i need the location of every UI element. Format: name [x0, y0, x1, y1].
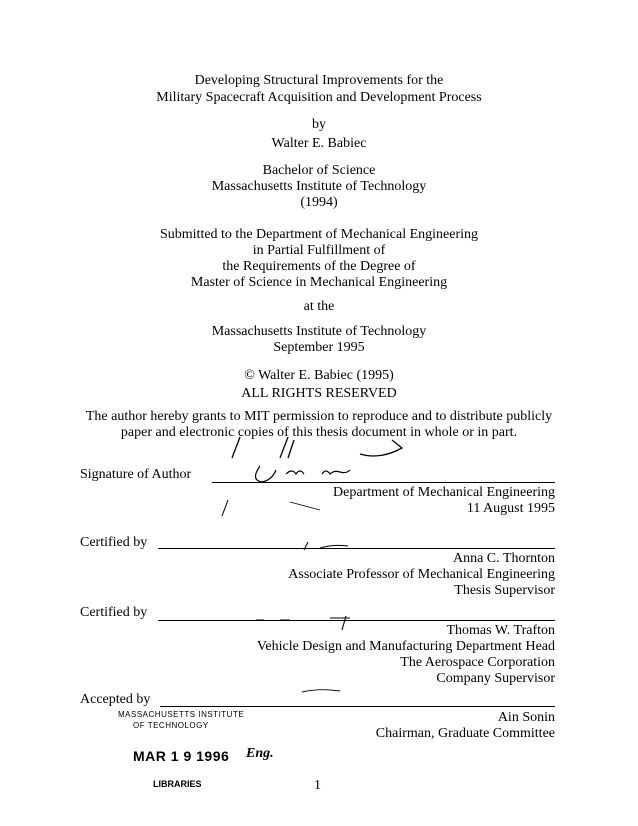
signature-author-dept: Department of Mechanical Engineering	[333, 485, 555, 500]
certified-2-role-2: The Aerospace Corporation	[400, 655, 555, 670]
certified-2-name: Thomas W. Trafton	[446, 623, 555, 638]
stamp-mark: Eng.	[246, 746, 274, 761]
at-the-text: at the	[303, 299, 335, 314]
rights-reserved: ALL RIGHTS RESERVED	[241, 386, 397, 401]
certified-1-role-2: Thesis Supervisor	[454, 583, 555, 598]
stamp-line-1: MASSACHUSETTS INSTITUTE	[118, 710, 245, 719]
permission-line-2: paper and electronic copies of this thesis document in whole or in part.	[120, 425, 518, 440]
institution-line-1: Massachusetts Institute of Technology	[211, 324, 427, 339]
stray-marks	[220, 496, 340, 520]
title-line-1: Developing Structural Improvements for the	[194, 73, 444, 88]
signature-author-date: 11 August 1995	[466, 501, 555, 516]
certified-1-name: Anna C. Thornton	[452, 551, 555, 566]
author-name: Walter E. Babiec	[271, 136, 367, 151]
certified-2-role-1: Vehicle Design and Manufacturing Department Head	[256, 639, 555, 654]
accepted-role-1: Chairman, Graduate Committee	[375, 726, 555, 741]
prior-degree-line-1: Bachelor of Science	[262, 163, 376, 178]
prior-degree-line-2: Massachusetts Institute of Technology	[211, 179, 427, 194]
accepted-signature	[300, 686, 360, 696]
handwritten-marks	[230, 432, 430, 462]
certified-2-label: Certified by	[80, 605, 148, 620]
certified-1-signature	[300, 540, 360, 554]
stamp-line-2: OF TECHNOLOGY	[133, 721, 209, 730]
page-number: 1	[314, 778, 321, 793]
signature-author-label: Signature of Author	[80, 467, 192, 482]
institution-line-2: September 1995	[273, 340, 365, 355]
stamp-date: MAR 1 9 1996	[133, 748, 230, 764]
accepted-name: Ain Sonin	[497, 710, 555, 725]
certified-2-signature	[250, 612, 370, 632]
submission-line-4: Master of Science in Mechanical Engineering	[190, 275, 448, 290]
submission-line-1: Submitted to the Department of Mechanical Engineering	[159, 227, 478, 242]
accepted-label: Accepted by	[80, 692, 151, 707]
permission-line-1: The author hereby grants to MIT permission to reproduce and to distribute publicly	[85, 409, 553, 424]
prior-degree-line-3: (1994)	[300, 195, 338, 210]
title-line-2: Military Spacecraft Acquisition and Development Process	[156, 90, 482, 105]
certified-1-label: Certified by	[80, 535, 148, 550]
certified-1-role-1: Associate Professor of Mechanical Engineering	[288, 567, 555, 582]
by-text: by	[312, 117, 326, 132]
copyright-notice: © Walter E. Babiec (1995)	[244, 368, 394, 383]
stamp-libraries: LIBRARIES	[153, 779, 202, 789]
accepted-line	[160, 706, 555, 707]
author-signature	[250, 462, 390, 484]
certified-2-role-3: Company Supervisor	[436, 671, 555, 686]
submission-line-3: the Requirements of the Degree of	[222, 259, 416, 274]
submission-line-2: in Partial Fulfillment of	[252, 243, 386, 258]
